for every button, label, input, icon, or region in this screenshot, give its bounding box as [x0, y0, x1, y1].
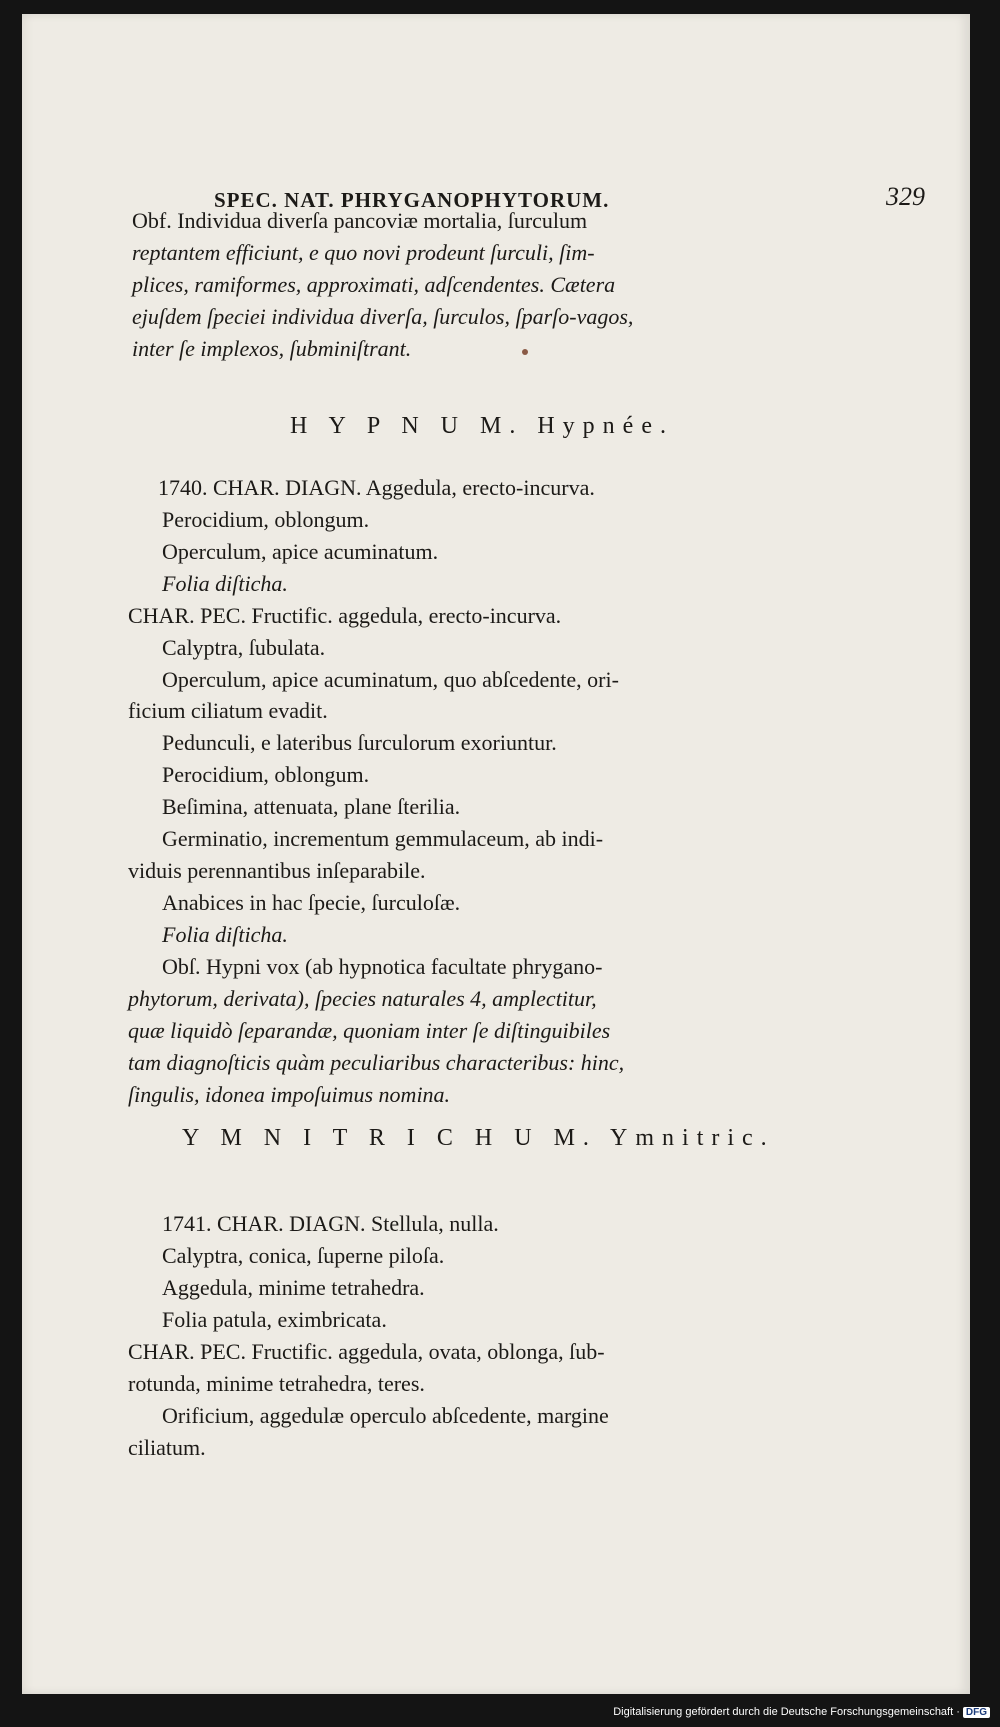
text-line: Obſ. Hypni vox (ab hypnotica facultate phrygano-	[162, 954, 603, 979]
text-line: 1740. CHAR. DIAGN. Aggedula, erecto-incurva.	[158, 475, 595, 500]
text-line: phytorum, derivata), ſpecies naturales 4, amplectitur,	[128, 986, 597, 1011]
text-line: CHAR. PEC. Fructific. aggedula, ovata, oblonga, ſub-	[128, 1339, 605, 1364]
footer-text: Digitalisierung gefördert durch die Deutsche Forschungsgemeinschaft ·	[613, 1706, 960, 1718]
text-line: ficium ciliatum evadit.	[128, 698, 328, 723]
heading-hypnum: H Y P N U M. Hypnée.	[290, 413, 674, 439]
ink-mark	[522, 349, 528, 355]
heading-ymnitrichum: Y M N I T R I C H U M. Ymnitric.	[182, 1125, 775, 1151]
page-number: 329	[886, 182, 925, 211]
text-line: Perocidium, oblongum.	[162, 507, 370, 532]
text-line: CHAR. PEC. Fructific. aggedula, erecto-incurva.	[128, 603, 562, 628]
text-line: tam diagnoſticis quàm peculiaribus characteribus: hinc,	[128, 1050, 625, 1075]
text-line: inter ſe implexos, ſubminiſtrant.	[132, 336, 412, 361]
text-line: reptantem efficiunt, e quo novi prodeunt ſurculi, ſim-	[132, 240, 595, 265]
text-line: Calyptra, ſubulata.	[162, 635, 326, 660]
dfg-logo: DFG	[963, 1707, 990, 1718]
text-line: ejuſdem ſpeciei individua diverſa, ſurculos, ſparſo-vagos,	[132, 304, 634, 329]
digitization-footer	[613, 1703, 990, 1721]
text-line: Aggedula, minime tetrahedra.	[162, 1275, 425, 1300]
text-line: plices, ramiformes, approximati, adſcendentes. Cætera	[132, 272, 616, 297]
text-line: Obf. Individua diverſa pancoviæ mortalia, ſurculum	[132, 208, 588, 233]
text-line: Operculum, apice acuminatum, quo abſcedente, ori-	[162, 667, 619, 692]
text-line: Beſimina, attenuata, plane ſterilia.	[162, 794, 461, 819]
text-line: Folia diſticha.	[162, 571, 288, 596]
running-head: SPEC. NAT. PHRYGANOPHYTORUM.	[214, 188, 610, 212]
text-line: Pedunculi, e lateribus ſurculorum exoriuntur.	[162, 730, 557, 755]
text-line: Germinatio, incrementum gemmulaceum, ab indi-	[162, 826, 604, 851]
text-line: viduis perennantibus inſeparabile.	[128, 858, 426, 883]
book-page	[22, 14, 970, 1694]
text-line: Perocidium, oblongum.	[162, 762, 370, 787]
text-line: Orificium, aggedulæ operculo abſcedente, margine	[162, 1403, 609, 1428]
text-line: ſingulis, idonea impoſuimus nomina.	[128, 1082, 451, 1107]
text-line: rotunda, minime tetrahedra, teres.	[128, 1371, 425, 1396]
text-line: quæ liquidò ſeparandæ, quoniam inter ſe diſtinguibiles	[128, 1018, 611, 1043]
text-line: Operculum, apice acuminatum.	[162, 539, 439, 564]
text-line: Folia patula, eximbricata.	[162, 1307, 387, 1332]
text-line: Folia diſticha.	[162, 922, 288, 947]
text-line: Anabices in hac ſpecie, ſurculoſæ.	[162, 890, 461, 915]
text-line: 1741. CHAR. DIAGN. Stellula, nulla.	[162, 1211, 499, 1236]
text-line: ciliatum.	[128, 1435, 206, 1460]
text-line: Calyptra, conica, ſuperne piloſa.	[162, 1243, 445, 1268]
